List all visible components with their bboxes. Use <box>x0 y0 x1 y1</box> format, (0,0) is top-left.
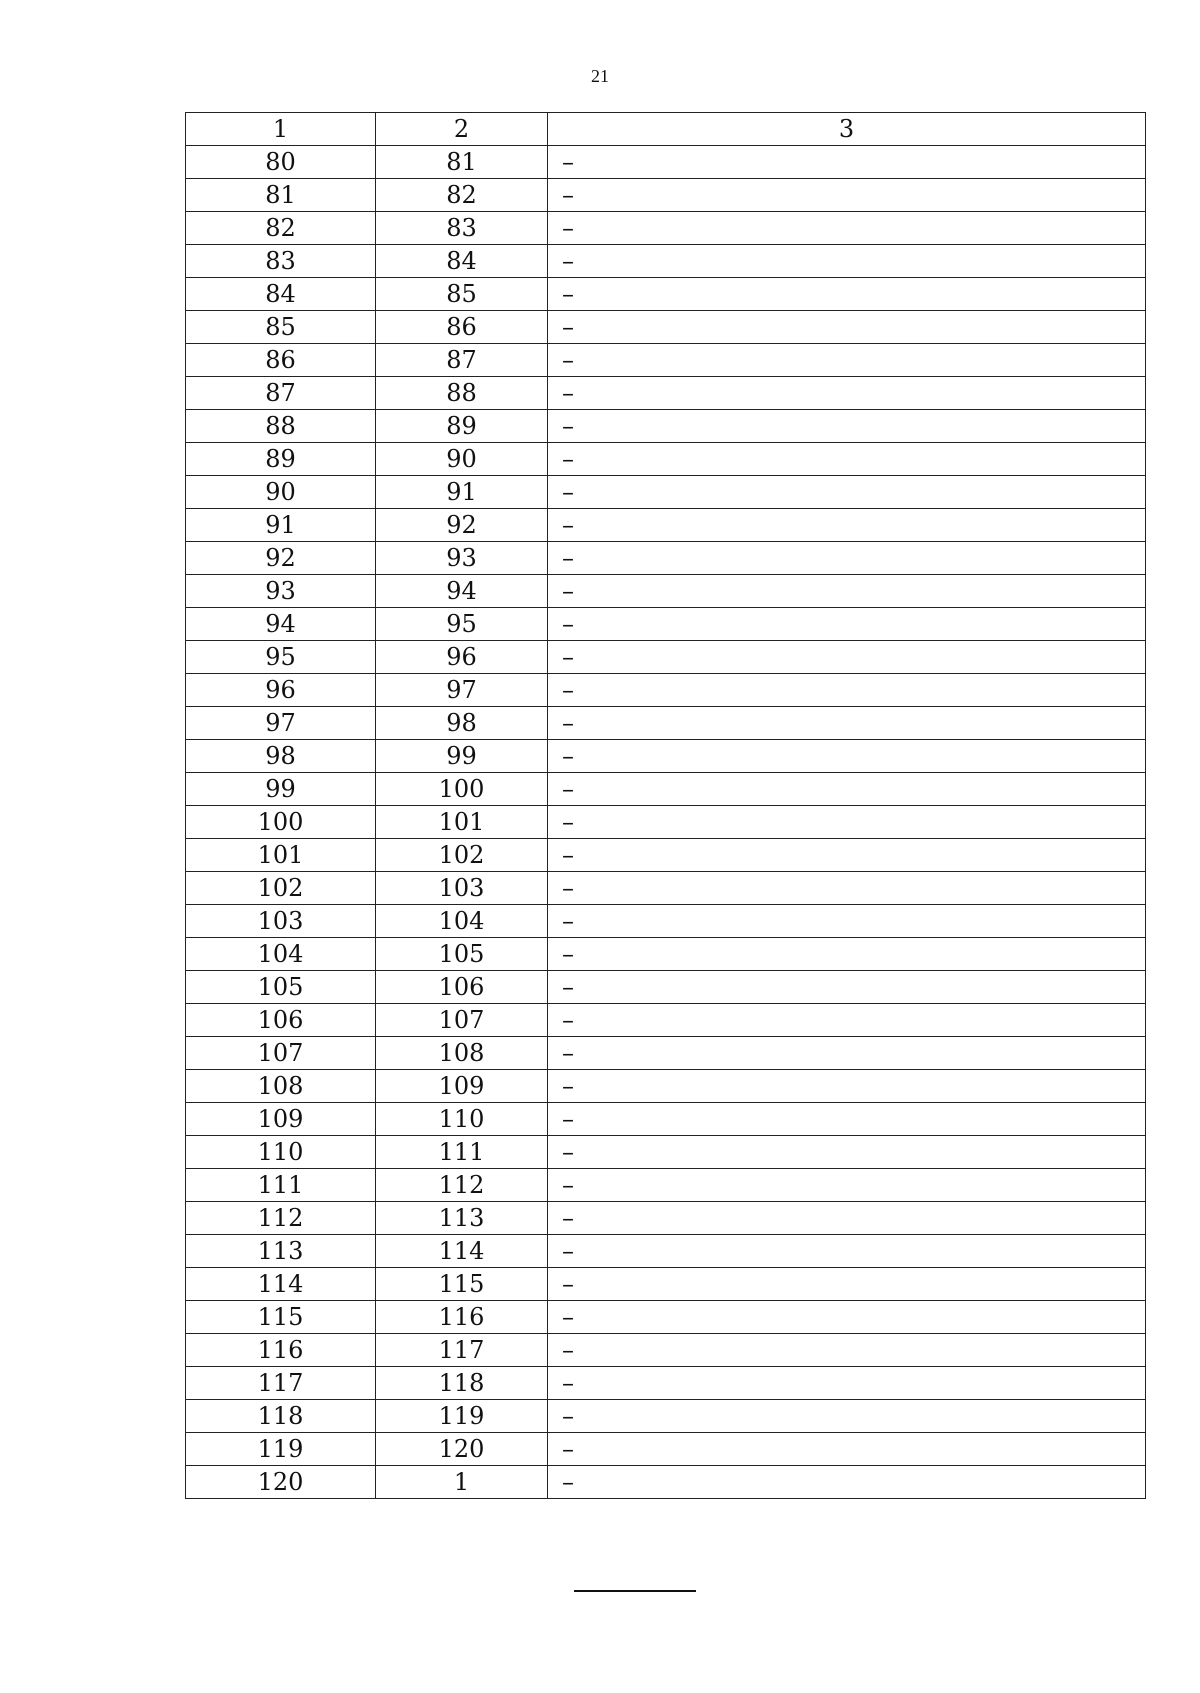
table-row <box>186 872 1146 905</box>
cell-col-2: 108 <box>376 1037 548 1070</box>
cell-col-3: – <box>548 608 1146 641</box>
cell-col-2: 119 <box>376 1400 548 1433</box>
table-row <box>186 410 1146 443</box>
cell-col-2: 107 <box>376 1004 548 1037</box>
table-row <box>186 608 1146 641</box>
cell-col-1: 95 <box>186 641 376 674</box>
page-number: 21 <box>591 66 609 86</box>
cell-col-3: – <box>548 872 1146 905</box>
table-row <box>186 1334 1146 1367</box>
cell-col-1: 81 <box>186 179 376 212</box>
cell-col-3: – <box>548 1268 1146 1301</box>
cell-col-2: 82 <box>376 179 548 212</box>
cell-col-2: 115 <box>376 1268 548 1301</box>
cell-col-1: 115 <box>186 1301 376 1334</box>
cell-col-1: 84 <box>186 278 376 311</box>
cell-col-3: – <box>548 773 1146 806</box>
table-row <box>186 1235 1146 1268</box>
cell-col-3: – <box>548 410 1146 443</box>
cell-col-1: 100 <box>186 806 376 839</box>
footer-rule <box>574 1590 696 1592</box>
cell-col-3: – <box>548 1235 1146 1268</box>
table-row <box>186 1004 1146 1037</box>
cell-col-3: – <box>548 1334 1146 1367</box>
cell-col-3: – <box>548 707 1146 740</box>
table-row <box>186 674 1146 707</box>
cell-col-1: 110 <box>186 1136 376 1169</box>
cell-col-3: – <box>548 1103 1146 1136</box>
table-row <box>186 707 1146 740</box>
cell-col-2: 114 <box>376 1235 548 1268</box>
cell-col-3: – <box>548 311 1146 344</box>
table-header-row <box>186 113 1146 146</box>
table-row <box>186 1037 1146 1070</box>
cell-col-2: 112 <box>376 1169 548 1202</box>
cell-col-1: 111 <box>186 1169 376 1202</box>
table-row <box>186 1301 1146 1334</box>
cell-col-3: – <box>548 806 1146 839</box>
cell-col-1: 112 <box>186 1202 376 1235</box>
cell-col-2: 103 <box>376 872 548 905</box>
cell-col-1: 109 <box>186 1103 376 1136</box>
cell-col-2: 95 <box>376 608 548 641</box>
cell-col-1: 106 <box>186 1004 376 1037</box>
cell-col-3: – <box>548 839 1146 872</box>
table-row <box>186 278 1146 311</box>
cell-col-3: – <box>548 1433 1146 1466</box>
table-header <box>186 113 1146 146</box>
table-row <box>186 1169 1146 1202</box>
cell-col-1: 120 <box>186 1466 376 1499</box>
cell-col-3: – <box>548 905 1146 938</box>
cell-col-1: 89 <box>186 443 376 476</box>
cell-col-1: 90 <box>186 476 376 509</box>
cell-col-2: 100 <box>376 773 548 806</box>
table-row <box>186 443 1146 476</box>
table-row <box>186 1367 1146 1400</box>
cell-col-1: 98 <box>186 740 376 773</box>
cell-col-1: 104 <box>186 938 376 971</box>
table-body <box>186 146 1146 1499</box>
cell-col-1: 91 <box>186 509 376 542</box>
cell-col-2: 89 <box>376 410 548 443</box>
cell-col-1: 114 <box>186 1268 376 1301</box>
cell-col-3: – <box>548 179 1146 212</box>
cell-col-3: – <box>548 1466 1146 1499</box>
cell-col-2: 94 <box>376 575 548 608</box>
cell-col-2: 102 <box>376 839 548 872</box>
cell-col-1: 94 <box>186 608 376 641</box>
cell-col-3: – <box>548 476 1146 509</box>
cell-col-3: – <box>548 575 1146 608</box>
cell-col-3: – <box>548 344 1146 377</box>
cell-col-2: 92 <box>376 509 548 542</box>
cell-col-3: – <box>548 1400 1146 1433</box>
cell-col-3: – <box>548 509 1146 542</box>
cell-col-2: 93 <box>376 542 548 575</box>
cell-col-2: 97 <box>376 674 548 707</box>
data-table-container <box>185 112 1145 1499</box>
table-row <box>186 773 1146 806</box>
cell-col-2: 105 <box>376 938 548 971</box>
cell-col-1: 108 <box>186 1070 376 1103</box>
table-row <box>186 1400 1146 1433</box>
cell-col-1: 83 <box>186 245 376 278</box>
cell-col-2: 98 <box>376 707 548 740</box>
cell-col-2: 110 <box>376 1103 548 1136</box>
table-row <box>186 179 1146 212</box>
cell-col-2: 1 <box>376 1466 548 1499</box>
table-row <box>186 146 1146 179</box>
table-row <box>186 575 1146 608</box>
cell-col-3: – <box>548 1037 1146 1070</box>
cell-col-3: – <box>548 212 1146 245</box>
table-row <box>186 1202 1146 1235</box>
cell-col-3: – <box>548 1202 1146 1235</box>
table-row <box>186 377 1146 410</box>
cell-col-1: 92 <box>186 542 376 575</box>
cell-col-2: 86 <box>376 311 548 344</box>
cell-col-1: 93 <box>186 575 376 608</box>
cell-col-3: – <box>548 1169 1146 1202</box>
cell-col-3: – <box>548 971 1146 1004</box>
cell-col-3: – <box>548 641 1146 674</box>
cell-col-3: – <box>548 146 1146 179</box>
cell-col-1: 102 <box>186 872 376 905</box>
cell-col-3: – <box>548 674 1146 707</box>
table-row <box>186 1136 1146 1169</box>
cell-col-3: – <box>548 245 1146 278</box>
column-header-3: 3 <box>548 113 1146 146</box>
cell-col-2: 118 <box>376 1367 548 1400</box>
cell-col-1: 96 <box>186 674 376 707</box>
cell-col-2: 96 <box>376 641 548 674</box>
cell-col-1: 105 <box>186 971 376 1004</box>
cell-col-2: 117 <box>376 1334 548 1367</box>
cell-col-3: – <box>548 377 1146 410</box>
cell-col-2: 111 <box>376 1136 548 1169</box>
cell-col-1: 86 <box>186 344 376 377</box>
cell-col-3: – <box>548 1136 1146 1169</box>
cell-col-2: 88 <box>376 377 548 410</box>
table-row <box>186 1433 1146 1466</box>
cell-col-3: – <box>548 278 1146 311</box>
cell-col-2: 116 <box>376 1301 548 1334</box>
table-row <box>186 905 1146 938</box>
cell-col-2: 113 <box>376 1202 548 1235</box>
cell-col-1: 113 <box>186 1235 376 1268</box>
table-row <box>186 740 1146 773</box>
cell-col-1: 107 <box>186 1037 376 1070</box>
cell-col-2: 87 <box>376 344 548 377</box>
cell-col-1: 99 <box>186 773 376 806</box>
cell-col-3: – <box>548 443 1146 476</box>
cell-col-1: 116 <box>186 1334 376 1367</box>
cell-col-2: 85 <box>376 278 548 311</box>
cell-col-1: 87 <box>186 377 376 410</box>
cell-col-3: – <box>548 542 1146 575</box>
cell-col-3: – <box>548 740 1146 773</box>
table-row <box>186 971 1146 1004</box>
table-row <box>186 839 1146 872</box>
cell-col-1: 82 <box>186 212 376 245</box>
cell-col-1: 88 <box>186 410 376 443</box>
cell-col-2: 109 <box>376 1070 548 1103</box>
table-row <box>186 311 1146 344</box>
cell-col-2: 84 <box>376 245 548 278</box>
table-row <box>186 806 1146 839</box>
table-row <box>186 344 1146 377</box>
table-row <box>186 476 1146 509</box>
cell-col-2: 90 <box>376 443 548 476</box>
cell-col-2: 81 <box>376 146 548 179</box>
cell-col-2: 106 <box>376 971 548 1004</box>
cell-col-2: 99 <box>376 740 548 773</box>
table-row <box>186 1268 1146 1301</box>
cell-col-2: 120 <box>376 1433 548 1466</box>
cell-col-3: – <box>548 1301 1146 1334</box>
cell-col-3: – <box>548 1367 1146 1400</box>
cell-col-3: – <box>548 1004 1146 1037</box>
column-header-2: 2 <box>376 113 548 146</box>
table-row <box>186 1070 1146 1103</box>
cell-col-2: 91 <box>376 476 548 509</box>
table-row <box>186 641 1146 674</box>
table-row <box>186 938 1146 971</box>
cell-col-1: 101 <box>186 839 376 872</box>
cell-col-1: 80 <box>186 146 376 179</box>
cell-col-1: 97 <box>186 707 376 740</box>
cell-col-2: 101 <box>376 806 548 839</box>
table-row <box>186 1466 1146 1499</box>
cell-col-1: 117 <box>186 1367 376 1400</box>
cell-col-1: 119 <box>186 1433 376 1466</box>
table-row <box>186 212 1146 245</box>
cell-col-3: – <box>548 938 1146 971</box>
cell-col-1: 118 <box>186 1400 376 1433</box>
column-header-1: 1 <box>186 113 376 146</box>
cell-col-2: 104 <box>376 905 548 938</box>
cell-col-2: 83 <box>376 212 548 245</box>
cell-col-3: – <box>548 1070 1146 1103</box>
cell-col-1: 103 <box>186 905 376 938</box>
table-row <box>186 245 1146 278</box>
table-row <box>186 542 1146 575</box>
data-table <box>185 112 1146 1499</box>
cell-col-1: 85 <box>186 311 376 344</box>
table-row <box>186 509 1146 542</box>
table-row <box>186 1103 1146 1136</box>
